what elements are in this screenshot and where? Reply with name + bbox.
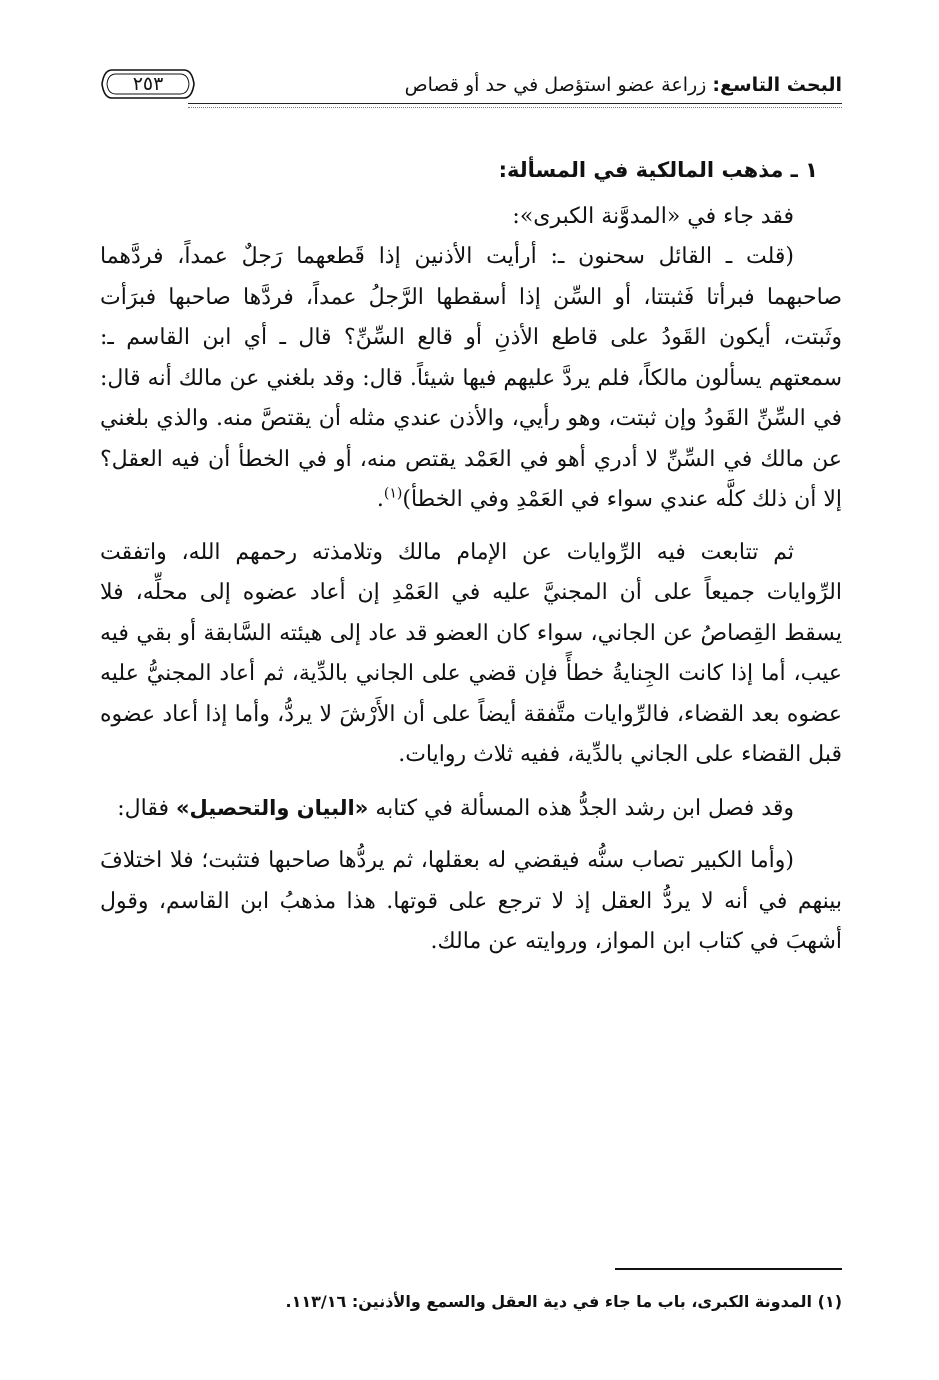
book-title: «البيان والتحصيل» — [175, 795, 369, 820]
footnote-marker: (١) — [383, 485, 403, 502]
paragraph-3-start: وقد فصل ابن رشد الجدُّ هذه المسألة في كتابه — [368, 795, 794, 821]
footnote-rule — [615, 1268, 842, 1270]
quote-end-1: . — [376, 487, 384, 512]
page-number-badge — [100, 66, 196, 102]
header-rule — [188, 103, 842, 104]
header-rule-dotted — [188, 107, 842, 108]
running-title-rest: زراعة عضو استؤصل في حد أو قصاص — [404, 74, 713, 96]
quote-paragraph-2: (وأما الكبير تصاب سنُّه فيقضي له بعقلها، ثم يردُّها صاحبها فتثبت؛ فلا اختلافَ بينهم في أنه لا يردُّ العقل إذ لا ترجع على قوتها. هذا مذهبُ ابن القاسم، وقول أشهبَ في كتاب ابن المواز، وروايته عن مالك. — [100, 848, 842, 954]
quote-paragraph-1 — [100, 237, 842, 521]
paragraph-2: ثم تتابعت فيه الرِّوايات عن الإمام مالك وتلامذته رحمهم الله، واتفقت الرِّوايات جميعاً على أن المجنيَّ عليه في العَمْدِ إن أعاد عضوه إلى محلِّه، فلا يسقط القِصاصُ عن الجاني، سواء كان العضو قد عاد إلى هيئته السَّابقة أو بقي فيه عيب، أما إذا كانت الجِنايةُ خطأً فإن قضي على الجاني بالدِّية، ثم أعاد المجنيُّ عليه عضوه بعد القضاء، فالرِّوايات متَّفقة أيضاً على أن الأَرْشَ لا يردُّ، وأما إذا أعاد عضوه قبل القضاء على الجاني بالدِّية، ففيه ثلاث روايات. — [100, 539, 842, 767]
main-text — [100, 150, 842, 963]
paragraph-3-end: فقال: — [117, 795, 176, 821]
running-title-lead: البحث التاسع: — [712, 74, 842, 96]
intro-line: فقد جاء في «المدوَّنة الكبرى»: — [512, 203, 794, 229]
page-header — [100, 58, 842, 108]
running-title — [405, 74, 842, 96]
paragraph-3 — [100, 788, 842, 830]
footnote: (١) المدونة الكبرى، باب ما جاء في دية العقل والسمع والأذنين: ١١٣/١٦. — [285, 1292, 842, 1311]
page-number: ٢٥٣ — [132, 73, 164, 95]
quote-text-1: (قلت ـ القائل سحنون ـ: أرأيت الأذنين إذا قَطعهما رَجلٌ عمداً، فردَّهما صاحبهما فبرأتا فَثبتتا، أو السِّن إذا أسقطها الرَّجلُ عمداً، فردَّها صاحبها فبرَأت وثَبتت، أيكون القَودُ على قاطع الأذنِ أو قالع السِّنِّ؟ قال ـ أي ابن القاسم ـ: سمعتهم يسألون مالكاً، فلم يردَّ عليهم فيها شيئاً. قال: وقد بلغني عن مالك أنه قال: في السِّنِّ القَودُ وإن ثبتت، وهو رأيي، والأذن عندي مثله أن يقتصَّ منه. والذي بلغني عن مالك في السِّنِّ لا أدري أهو في العَمْد يقتص منه، أو في الخطأ أن فيه العقل؟ إلا أن ذلك كلَّه عندي سواء في العَمْدِ وفي الخطأ) — [100, 244, 842, 512]
section-heading: ١ ـ مذهب المالكية في المسألة: — [498, 158, 818, 182]
